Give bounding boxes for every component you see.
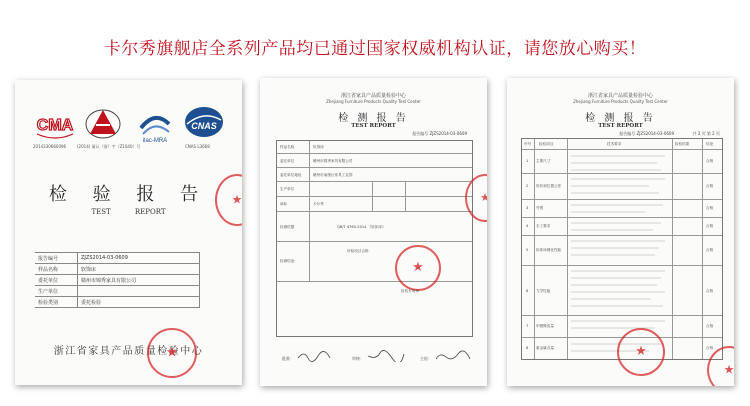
row-label: 检测结论 <box>280 259 295 263</box>
cal-caption: (2014) 量认（浙）字（Z1040）号 <box>77 144 141 149</box>
cnas-caption: CNAS L3668 <box>185 144 210 149</box>
center-name: 浙江省家具产品质量检验中心 <box>340 93 406 99</box>
inspection-report-cover[interactable] <box>15 80 242 385</box>
row-label: 检测依据 <box>280 225 295 229</box>
center-name-en: Zhejiang Furniture Products Quality Test Center <box>326 99 421 104</box>
inspection-stamp-icon <box>395 245 441 291</box>
report-number: 报告编号 ZJZS2014-03-0609 <box>619 131 674 136</box>
report-title-en: TEST REPORT <box>351 123 396 129</box>
table-row: 软体床理化性能 <box>536 248 562 252</box>
table-row: 合格 <box>706 224 714 228</box>
field-label: 样品名称 <box>35 264 78 275</box>
table-row <box>35 286 200 297</box>
row-value: 赣州市南康区家具工业园 <box>313 173 353 177</box>
column-header: 检验结果 <box>675 142 690 146</box>
table-row: 重金属含量 <box>536 346 554 350</box>
signature-label: 批准： <box>282 356 294 361</box>
table-row: 力学性能 <box>536 289 551 293</box>
table-row: 6 <box>526 289 529 293</box>
table-row: 8 <box>526 346 529 350</box>
headline: 卡尔秀旗舰店全系列产品均已通过国家权威机构认证，请您放心购买！ <box>103 39 647 59</box>
field-label: 委托单位 <box>35 275 78 286</box>
ilac-mra-logo-icon <box>135 104 175 144</box>
cnas-logo-icon <box>183 104 225 144</box>
table-row: 7 <box>526 324 529 328</box>
test-report-page-1[interactable] <box>260 78 487 386</box>
cma-logo-icon <box>33 104 77 144</box>
table-row: 合格 <box>706 289 714 293</box>
table-row: 2 <box>526 184 529 188</box>
table-row: 形状和位置公差 <box>536 184 562 188</box>
report-title: 检 测 报 告 <box>338 113 409 124</box>
cal-logo-icon <box>83 104 123 144</box>
column-header: 技术要求 <box>607 142 622 146</box>
field-value: ZJZS2014-03-0609 <box>78 253 200 264</box>
field-value: 软饰床 <box>78 264 200 275</box>
test-report-page-2[interactable] <box>507 78 734 386</box>
row-label: 生产单位 <box>280 187 295 191</box>
row-label: 样品名称 <box>280 145 295 149</box>
table-row: 合格 <box>706 346 714 350</box>
center-name-en: Zhejiang Furniture Products Quality Test Center <box>573 99 668 104</box>
table-row: 1 <box>526 159 529 163</box>
field-value <box>78 286 200 297</box>
requirement-text-lines <box>569 151 671 357</box>
table-row: 5 <box>526 248 529 252</box>
column-header: 序号 <box>524 142 532 146</box>
cma-mark: CMA <box>36 117 74 134</box>
column-header: 结论 <box>706 142 714 146</box>
row-label: 委托单位地址 <box>280 173 302 177</box>
field-label: 生产单位 <box>35 286 78 297</box>
cover-footer: 浙江省家具产品质量检验中心 <box>53 346 204 357</box>
row-label: 委托单位 <box>280 159 295 163</box>
table-row <box>35 275 200 286</box>
table-row <box>35 264 200 275</box>
report-info-table <box>276 140 473 337</box>
inspection-stamp-icon <box>617 328 665 376</box>
row-value: 所检项目合格 <box>347 249 369 253</box>
table-row: 合格 <box>706 248 714 252</box>
field-value: 赣州市锦秀家具有限公司 <box>78 275 200 286</box>
handwritten-signature-icon <box>366 350 406 362</box>
column-header: 检验项目 <box>539 142 554 146</box>
row-value: 卡尔秀 <box>313 202 324 206</box>
table-row: 木工要求 <box>536 224 551 228</box>
table-row: 合格 <box>706 206 714 210</box>
cma-caption: 2014330660096 <box>33 144 67 149</box>
page-number: 共 2 页 第 2 页 <box>692 131 720 136</box>
center-name: 浙江省家具产品质量检验中心 <box>587 93 653 99</box>
row-value: 软饰床 <box>313 145 324 149</box>
stamp-caption: 检验专用章 <box>401 289 419 293</box>
handwritten-signature-icon <box>434 350 474 362</box>
cover-subtitle: TEST REPORT <box>91 208 166 216</box>
table-row: 甲醛释放量 <box>536 324 554 328</box>
field-value: 委托检验 <box>78 297 200 308</box>
svg-text:CNAS: CNAS <box>191 121 217 131</box>
row-value: QB/T 4765-2014 《软体床》 <box>337 225 386 229</box>
row-value: 赣州市锦秀家具有限公司 <box>313 159 353 163</box>
table-row: 合格 <box>706 184 714 188</box>
report-title: 检 测 报 告 <box>585 113 656 124</box>
table-row: 4 <box>526 224 529 228</box>
table-row: 3 <box>526 206 529 210</box>
test-results-table <box>521 138 723 360</box>
field-label: 报告编号 <box>35 253 78 264</box>
table-row: 外观 <box>536 206 544 210</box>
report-title-en: TEST REPORT <box>598 123 643 129</box>
cover-title: 检 验 报 告 <box>48 184 209 205</box>
table-row <box>35 297 200 308</box>
signature-label: 主检： <box>420 356 432 361</box>
report-number: 报告编号 ZJZS2014-03-0609 <box>412 131 467 136</box>
table-row: 合格 <box>706 324 714 328</box>
signature-label: 审核： <box>352 356 364 361</box>
cover-info-table <box>35 252 200 308</box>
row-label: 商标 <box>280 202 288 206</box>
handwritten-signature-icon <box>296 350 336 362</box>
table-row: 主要尺寸 <box>536 159 551 163</box>
official-stamp-icon <box>147 328 197 378</box>
svg-text:ilac-MRA: ilac-MRA <box>142 138 168 144</box>
field-label: 检验类别 <box>35 297 78 308</box>
cal-triangle <box>90 110 116 134</box>
table-row <box>35 253 200 264</box>
table-row: 合格 <box>706 159 714 163</box>
certification-logos <box>33 104 223 149</box>
